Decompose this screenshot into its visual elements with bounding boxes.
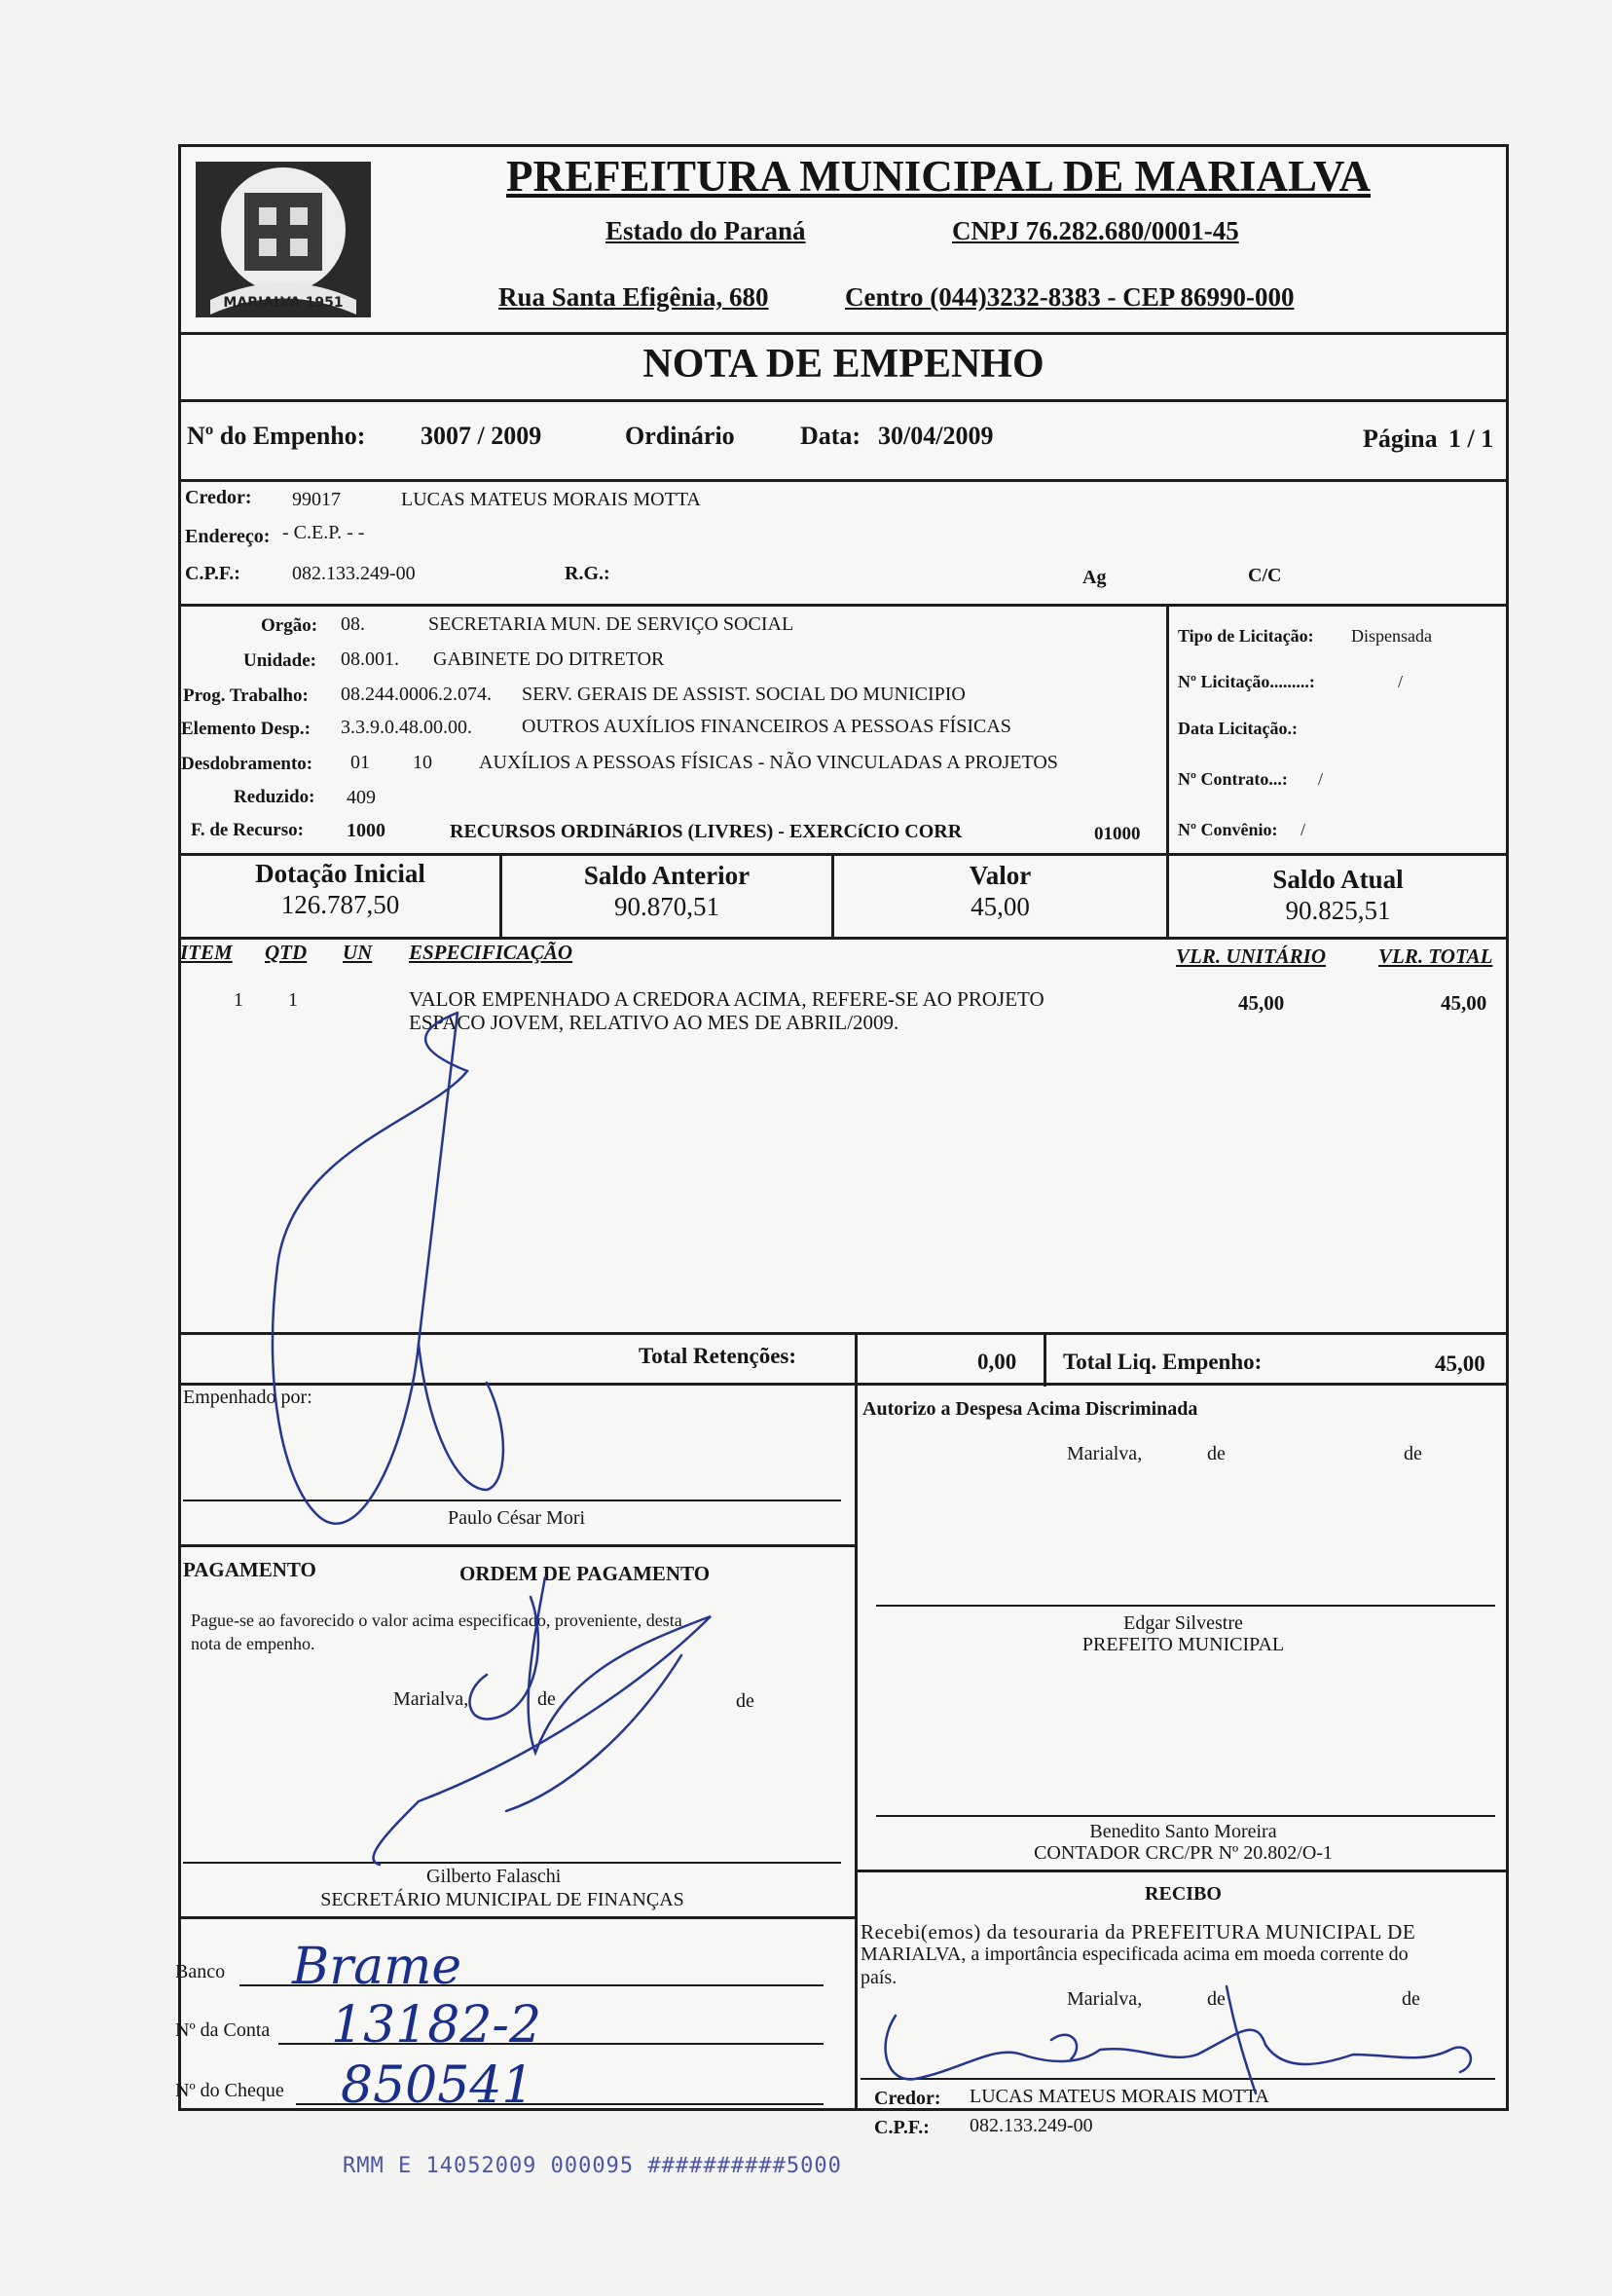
empenho-date: 30/04/2009 — [878, 422, 994, 450]
contrato-label: Nº Contrato...: — [1178, 769, 1288, 789]
saldo-anterior-value: 90.870,51 — [614, 892, 719, 921]
unidade-code: 08.001. — [341, 648, 399, 670]
prefeito-name: Edgar Silvestre — [1123, 1612, 1243, 1634]
elemento-value: OUTROS AUXÍLIOS FINANCEIROS A PESSOAS FÍSICAS — [522, 716, 1011, 737]
licitacao-num-value: / — [1398, 672, 1404, 691]
conta-value: 13182-2 — [331, 1996, 542, 2055]
header-state: Estado do Paraná — [605, 216, 806, 245]
prog-code: 08.244.0006.2.074. — [341, 684, 492, 705]
col-un: UN — [343, 941, 373, 964]
empenhado-por-name: Paulo César Mori — [447, 1507, 586, 1529]
autorizo-de1: de — [1207, 1443, 1226, 1464]
licitacao-num-label: Nº Licitação.........: — [1178, 672, 1315, 691]
dotacao-inicial-label: Dotação Inicial — [255, 859, 425, 888]
recurso-code: 1000 — [347, 820, 385, 841]
saldo-atual-value: 90.825,51 — [1285, 896, 1391, 925]
unidade-label: Unidade: — [243, 650, 316, 671]
empenho-number-label: Nº do Empenho: — [187, 422, 366, 450]
ordem-pagamento-label: ORDEM DE PAGAMENTO — [459, 1562, 711, 1585]
banco-label: Banco — [175, 1961, 226, 1982]
header-title: PREFEITURA MUNICIPAL DE MARIALVA — [506, 152, 1372, 201]
dotacao-inicial-value: 126.787,50 — [280, 890, 400, 919]
recibo-credor-value: LUCAS MATEUS MORAIS MOTTA — [970, 2086, 1269, 2107]
desdobramento-label: Desdobramento: — [181, 754, 313, 774]
header-address: Rua Santa Efigênia, 680 — [498, 282, 769, 312]
empenho-type: Ordinário — [625, 422, 735, 450]
credor-code: 99017 — [292, 489, 341, 510]
prefeito-title: PREFEITO MUNICIPAL — [1081, 1634, 1285, 1655]
cheque-value: 850541 — [341, 2056, 534, 2115]
recibo-de2: de — [1402, 1988, 1420, 2010]
header-contact: Centro (044)3232-8383 - CEP 86990-000 — [845, 282, 1295, 312]
header-cnpj: CNPJ 76.282.680/0001-45 — [952, 216, 1239, 245]
item-vlr-total: 45,00 — [1441, 991, 1487, 1015]
item-qtd: 1 — [288, 989, 298, 1011]
total-liq-label: Total Liq. Empenho: — [1063, 1350, 1263, 1374]
page-number: 1 / 1 — [1448, 425, 1494, 453]
banco-value: Brame — [292, 1938, 462, 1996]
credor-name: LUCAS MATEUS MORAIS MOTTA — [401, 489, 701, 510]
data-licitacao-label: Data Licitação.: — [1178, 719, 1298, 738]
reduzido-label: Reduzido: — [234, 787, 315, 807]
recibo-text-line2: MARIALVA, a importância especificada acima em moeda corrente do — [861, 1944, 1409, 1965]
saldo-anterior-label: Saldo Anterior — [583, 861, 751, 890]
unidade-value: GABINETE DO DITRETOR — [433, 648, 665, 670]
convenio-value: / — [1301, 820, 1306, 839]
recibo-text-line3: país. — [861, 1967, 898, 1988]
empenho-number: 3007 / 2009 — [421, 422, 542, 450]
endereco-value: - C.E.P. - - — [282, 522, 365, 543]
orgao-label: Orgão: — [261, 615, 318, 636]
credor-label: Credor: — [185, 487, 252, 508]
pagamento-de1: de — [537, 1688, 556, 1710]
ag-label: Ag — [1082, 567, 1107, 588]
tipo-licitacao-label: Tipo de Licitação: — [1178, 626, 1314, 646]
conta-label: Nº da Conta — [175, 2019, 271, 2041]
item-espec-line1: VALOR EMPENHADO A CREDORA ACIMA, REFERE-SE AO PROJETO — [409, 987, 1044, 1011]
total-retencoes-value: 0,00 — [977, 1350, 1017, 1374]
col-especificacao: ESPECIFICAÇÃO — [409, 941, 573, 964]
convenio-label: Nº Convênio: — [1178, 820, 1278, 839]
valor-value: 45,00 — [971, 892, 1030, 921]
item-espec-line2: ESPACO JOVEM, RELATIVO AO MES DE ABRIL/2009. — [409, 1011, 899, 1034]
recibo-cpf-label: C.P.F.: — [874, 2117, 930, 2138]
crest-text: MARIALVA 1951 — [223, 295, 344, 311]
desdobramento-code2: 10 — [413, 752, 432, 773]
recibo-de1: de — [1207, 1988, 1226, 2010]
cpf-value: 082.133.249-00 — [292, 563, 416, 584]
item-number: 1 — [234, 989, 243, 1011]
valor-label: Valor — [969, 861, 1032, 890]
endereco-label: Endereço: — [185, 526, 271, 547]
desdobramento-value: AUXÍLIOS A PESSOAS FÍSICAS - NÃO VINCULADAS A PROJETOS — [479, 752, 1058, 773]
autorizo-de2: de — [1404, 1443, 1422, 1464]
pagamento-text-line2: nota de empenho. — [191, 1634, 315, 1653]
autorizo-label: Autorizo a Despesa Acima Discriminada — [862, 1398, 1198, 1420]
prog-value: SERV. GERAIS DE ASSIST. SOCIAL DO MUNICIPIO — [522, 684, 966, 705]
pagamento-text-line1: Pague-se ao favorecido o valor acima especificado, proveniente, desta — [191, 1611, 682, 1630]
elemento-code: 3.3.9.0.48.00.00. — [341, 717, 472, 738]
recurso-label: F. de Recurso: — [191, 820, 304, 840]
rg-label: R.G.: — [565, 563, 610, 584]
doc-title: NOTA DE EMPENHO — [642, 342, 1044, 387]
orgao-code: 08. — [341, 613, 365, 635]
recibo-city: Marialva, — [1067, 1988, 1143, 2010]
autorizo-city: Marialva, — [1067, 1443, 1143, 1464]
item-vlr-unit: 45,00 — [1238, 991, 1285, 1015]
tipo-licitacao-value: Dispensada — [1351, 626, 1432, 646]
page-label: Página — [1363, 425, 1438, 453]
saldo-atual-label: Saldo Atual — [1272, 865, 1404, 894]
empenho-date-label: Data: — [800, 422, 861, 450]
cheque-label: Nº do Cheque — [175, 2080, 284, 2101]
col-item: ITEM — [180, 941, 233, 964]
financas-signer-title: SECRETÁRIO MUNICIPAL DE FINANÇAS — [320, 1889, 684, 1910]
col-vlr-total: VLR. TOTAL — [1378, 944, 1493, 968]
total-retencoes-label: Total Retenções: — [639, 1344, 797, 1368]
empenhado-por-label: Empenhado por: — [183, 1387, 312, 1408]
contador-title: CONTADOR CRC/PR Nº 20.802/O-1 — [1034, 1842, 1333, 1864]
desdobramento-code1: 01 — [350, 752, 370, 773]
prog-label: Prog. Trabalho: — [183, 685, 309, 706]
col-qtd: QTD — [265, 941, 308, 964]
recibo-label: RECIBO — [1145, 1883, 1222, 1905]
recurso-value: RECURSOS ORDINáRIOS (LIVRES) - EXERCíCIO CORR — [450, 821, 963, 842]
footer-code: RMM E 14052009 000095 ##########5000 — [343, 2154, 842, 2178]
elemento-label: Elemento Desp.: — [181, 719, 311, 739]
orgao-value: SECRETARIA MUN. DE SERVIÇO SOCIAL — [428, 613, 794, 635]
pagamento-de2: de — [736, 1690, 754, 1712]
municipal-crest — [191, 154, 376, 329]
contador-name: Benedito Santo Moreira — [1089, 1821, 1277, 1842]
reduzido-value: 409 — [347, 787, 376, 808]
financas-signer-name: Gilberto Falaschi — [426, 1866, 562, 1887]
recurso-code2: 01000 — [1094, 824, 1141, 844]
recibo-text-line1: Recebi(emos) da tesouraria da PREFEITURA MUNICIPAL DE — [861, 1920, 1416, 1944]
total-liq-value: 45,00 — [1435, 1352, 1485, 1376]
pagamento-label: PAGAMENTO — [183, 1558, 316, 1581]
col-vlr-unitario: VLR. UNITÁRIO — [1176, 944, 1327, 968]
cpf-label: C.P.F.: — [185, 563, 240, 584]
recibo-credor-label: Credor: — [874, 2088, 941, 2109]
cc-label: C/C — [1248, 565, 1282, 586]
contrato-value: / — [1318, 769, 1324, 789]
recibo-cpf-value: 082.133.249-00 — [970, 2115, 1093, 2136]
pagamento-city: Marialva, — [393, 1688, 469, 1710]
